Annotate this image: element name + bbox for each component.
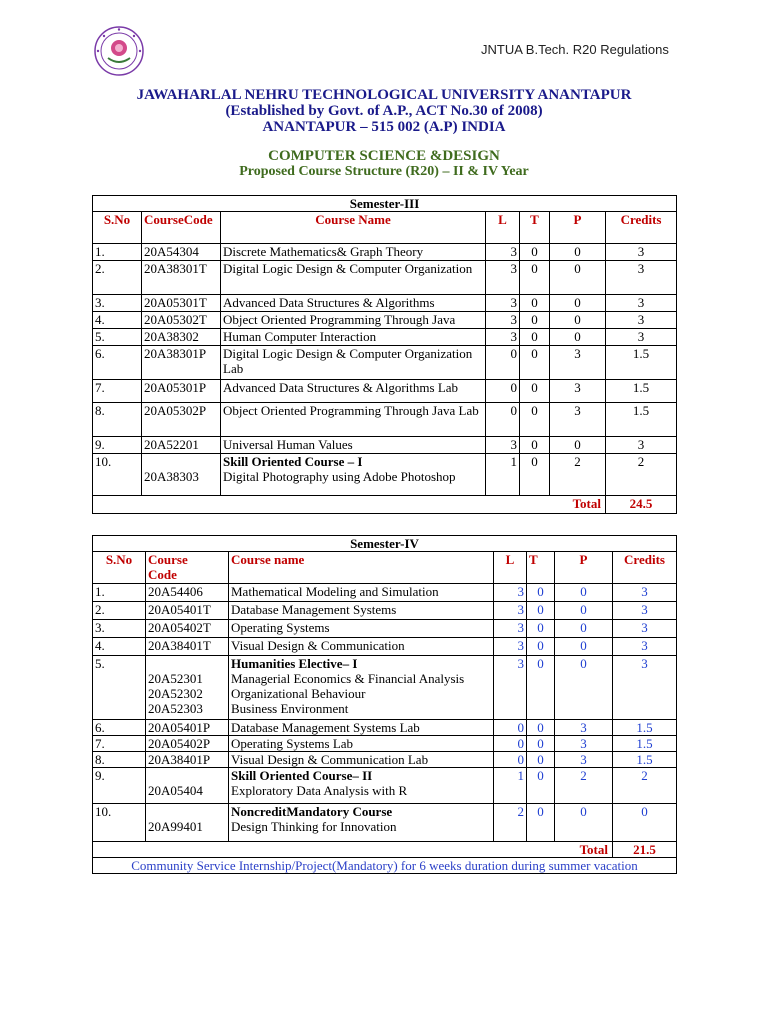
course-code-value: 20A05301P <box>144 380 207 395</box>
course-name-value: Advanced Data Structures & Algorithms Lab <box>223 380 459 395</box>
lecture-hours: 3 <box>486 437 520 454</box>
course-name <box>229 804 494 842</box>
lecture-hours: 3 <box>486 295 520 312</box>
course-name-value: Operating Systems Lab <box>231 736 354 751</box>
serial-number: 9. <box>93 768 146 804</box>
course-name-value: Universal Human Values <box>223 437 353 452</box>
lecture-hours: 0 <box>486 380 520 403</box>
serial-number: 2. <box>93 261 142 295</box>
course-code <box>142 454 221 496</box>
serial-number: 7. <box>93 736 146 752</box>
semester-3-header-row <box>93 212 677 244</box>
practical-hours: 0 <box>550 295 606 312</box>
lecture-hours: 3 <box>494 638 527 656</box>
course-group-heading: Skill Oriented Course – I <box>223 454 363 469</box>
semester-3-title: Semester-III <box>93 196 677 212</box>
serial-number: 8. <box>93 752 146 768</box>
course-name-value: Digital Photography using Adobe Photoshop <box>223 469 456 484</box>
serial-number: 4. <box>93 638 146 656</box>
col-header-t: T <box>520 212 550 244</box>
course-code-item: 20A52301 <box>148 671 203 686</box>
regulation-label: JNTUA B.Tech. R20 Regulations <box>481 42 669 57</box>
credits: 1.5 <box>613 752 677 768</box>
course-name <box>229 602 494 620</box>
course-code-value: 20A38401P <box>148 752 211 767</box>
lecture-hours: 0 <box>494 736 527 752</box>
course-name-value: Digital Logic Design & Computer Organization Lab <box>223 346 473 376</box>
total-label: Total <box>93 496 606 514</box>
course-name <box>221 380 486 403</box>
serial-number: 9. <box>93 437 142 454</box>
course-code-value: 20A99401 <box>148 819 203 834</box>
lecture-hours: 3 <box>486 261 520 295</box>
lecture-hours: 3 <box>486 312 520 329</box>
course-row <box>93 329 677 346</box>
tutorial-hours: 0 <box>527 638 555 656</box>
course-row <box>93 295 677 312</box>
serial-number: 4. <box>93 312 142 329</box>
semester-4-table <box>92 535 677 874</box>
course-code <box>142 329 221 346</box>
tutorial-hours: 0 <box>520 295 550 312</box>
course-row <box>93 602 677 620</box>
course-code <box>142 346 221 380</box>
tutorial-hours: 0 <box>527 752 555 768</box>
credits: 3 <box>606 244 677 261</box>
course-code <box>146 584 229 602</box>
course-name-value: Human Computer Interaction <box>223 329 377 344</box>
course-name <box>229 620 494 638</box>
course-code-value: 20A52201 <box>144 437 199 452</box>
lecture-hours: 3 <box>486 244 520 261</box>
serial-number: 1. <box>93 584 146 602</box>
course-name-value: Advanced Data Structures & Algorithms <box>223 295 435 310</box>
course-structure-title: Proposed Course Structure (R20) – II & IV Year <box>239 164 529 179</box>
practical-hours: 0 <box>550 312 606 329</box>
lecture-hours: 0 <box>494 720 527 736</box>
course-code-value: 20A38301T <box>144 261 207 276</box>
credits: 3 <box>606 329 677 346</box>
tutorial-hours: 0 <box>527 620 555 638</box>
internship-note: Community Service Internship/Project(Mandatory) for 6 weeks duration during summer vacation <box>93 858 677 874</box>
practical-hours: 2 <box>550 454 606 496</box>
course-name <box>229 720 494 736</box>
practical-hours: 3 <box>555 720 613 736</box>
course-name <box>229 656 494 720</box>
tutorial-hours: 0 <box>520 244 550 261</box>
course-name <box>229 768 494 804</box>
practical-hours: 3 <box>555 736 613 752</box>
course-name <box>221 403 486 437</box>
course-row <box>93 752 677 768</box>
col-header-credits: Credits <box>606 212 677 244</box>
course-name-value: Operating Systems <box>231 620 330 635</box>
tutorial-hours: 0 <box>520 437 550 454</box>
lecture-hours: 1 <box>494 768 527 804</box>
course-row <box>93 403 677 437</box>
credits: 2 <box>613 768 677 804</box>
course-code <box>142 437 221 454</box>
course-row <box>93 620 677 638</box>
semester-3-total-row <box>93 496 677 514</box>
col-header-code: Course Code <box>146 552 229 584</box>
serial-number: 8. <box>93 403 142 437</box>
course-row <box>93 312 677 329</box>
tutorial-hours: 0 <box>520 312 550 329</box>
course-code <box>142 403 221 437</box>
credits: 2 <box>606 454 677 496</box>
lecture-hours: 0 <box>494 752 527 768</box>
course-row <box>93 804 677 842</box>
serial-number: 3. <box>93 620 146 638</box>
course-code-value: 20A05401T <box>148 602 211 617</box>
practical-hours: 0 <box>550 329 606 346</box>
address-line: ANANTAPUR – 515 002 (A.P) INDIA <box>262 119 506 135</box>
serial-number: 1. <box>93 244 142 261</box>
course-code-value: 20A54406 <box>148 584 203 599</box>
course-code-value: 20A05302T <box>144 312 207 327</box>
course-code <box>146 620 229 638</box>
credits: 3 <box>613 656 677 720</box>
tutorial-hours: 0 <box>527 768 555 804</box>
col-header-credits: Credits <box>613 552 677 584</box>
practical-hours: 3 <box>550 346 606 380</box>
course-row <box>93 584 677 602</box>
credits: 1.5 <box>606 346 677 380</box>
credits: 1.5 <box>606 380 677 403</box>
credits: 3 <box>606 437 677 454</box>
established-line: (Established by Govt. of A.P., ACT No.30 of 2008) <box>225 103 543 119</box>
lecture-hours: 3 <box>494 656 527 720</box>
tutorial-hours: 0 <box>520 403 550 437</box>
col-header-l: L <box>486 212 520 244</box>
course-name-value: Visual Design & Communication Lab <box>231 752 429 767</box>
semester-4-total-row <box>93 842 677 858</box>
tutorial-hours: 0 <box>520 329 550 346</box>
lecture-hours: 1 <box>486 454 520 496</box>
department-title: COMPUTER SCIENCE &DESIGN <box>268 148 500 164</box>
course-name <box>221 437 486 454</box>
practical-hours: 0 <box>555 804 613 842</box>
practical-hours: 3 <box>555 752 613 768</box>
col-header-name: Course name <box>229 552 494 584</box>
course-code-value: 20A54304 <box>144 244 199 259</box>
course-name <box>221 454 486 496</box>
course-code-value: 20A05402T <box>148 620 211 635</box>
course-row <box>93 768 677 804</box>
credits: 3 <box>606 312 677 329</box>
serial-number: 6. <box>93 346 142 380</box>
course-code <box>142 380 221 403</box>
serial-number: 10. <box>93 804 146 842</box>
tutorial-hours: 0 <box>520 380 550 403</box>
course-name-item: Business Environment <box>231 701 349 716</box>
tutorial-hours: 0 <box>520 261 550 295</box>
course-name <box>221 295 486 312</box>
credits: 3 <box>613 602 677 620</box>
credits: 3 <box>606 261 677 295</box>
tutorial-hours: 0 <box>527 736 555 752</box>
practical-hours: 2 <box>555 768 613 804</box>
lecture-hours: 2 <box>494 804 527 842</box>
credits: 1.5 <box>613 720 677 736</box>
lecture-hours: 3 <box>486 329 520 346</box>
course-code <box>142 244 221 261</box>
course-name-value: Database Management Systems <box>231 602 397 617</box>
course-name-value: Object Oriented Programming Through Java <box>223 312 456 327</box>
course-name <box>229 638 494 656</box>
course-code-value: 20A05401P <box>148 720 211 735</box>
semester-3-table <box>92 195 677 514</box>
course-name-value: Design Thinking for Innovation <box>231 819 397 834</box>
course-code <box>146 752 229 768</box>
col-header-t: T <box>527 552 555 584</box>
course-name-item: Managerial Economics & Financial Analysis <box>231 671 465 686</box>
tutorial-hours: 0 <box>527 720 555 736</box>
course-name <box>229 584 494 602</box>
serial-number: 5. <box>93 656 146 720</box>
col-header-sno: S.No <box>93 552 146 584</box>
course-name <box>221 346 486 380</box>
course-name-item: Organizational Behaviour <box>231 686 366 701</box>
total-label: Total <box>93 842 613 858</box>
course-row <box>93 244 677 261</box>
course-row <box>93 380 677 403</box>
practical-hours: 3 <box>550 403 606 437</box>
credits: 1.5 <box>613 736 677 752</box>
course-group-heading: Humanities Elective– I <box>231 656 358 671</box>
course-code-value: 20A38301P <box>144 346 207 361</box>
course-code-value: 20A05301T <box>144 295 207 310</box>
total-value: 24.5 <box>606 496 677 514</box>
serial-number: 3. <box>93 295 142 312</box>
course-name-value: Object Oriented Programming Through Java Lab <box>223 403 479 418</box>
serial-number: 10. <box>93 454 142 496</box>
semester-4-header-row <box>93 552 677 584</box>
course-row <box>93 720 677 736</box>
credits: 0 <box>613 804 677 842</box>
course-code-item: 20A52302 <box>148 686 203 701</box>
practical-hours: 0 <box>550 261 606 295</box>
col-header-l: L <box>494 552 527 584</box>
serial-number: 2. <box>93 602 146 620</box>
course-code-value: 20A05404 <box>148 783 203 798</box>
internship-note-row <box>93 858 677 874</box>
course-name-value: Mathematical Modeling and Simulation <box>231 584 439 599</box>
course-name-value: Visual Design & Communication <box>231 638 405 653</box>
course-name <box>221 261 486 295</box>
total-value: 21.5 <box>613 842 677 858</box>
course-row <box>93 346 677 380</box>
practical-hours: 0 <box>555 638 613 656</box>
course-name <box>221 312 486 329</box>
course-group-heading: Skill Oriented Course– II <box>231 768 373 783</box>
col-header-code: CourseCode <box>142 212 221 244</box>
practical-hours: 3 <box>550 380 606 403</box>
credits: 3 <box>613 620 677 638</box>
semester-4-title: Semester-IV <box>93 536 677 552</box>
practical-hours: 0 <box>555 602 613 620</box>
lecture-hours: 3 <box>494 620 527 638</box>
serial-number: 6. <box>93 720 146 736</box>
course-name-value: Database Management Systems Lab <box>231 720 420 735</box>
course-code <box>146 638 229 656</box>
serial-number: 5. <box>93 329 142 346</box>
tutorial-hours: 0 <box>527 602 555 620</box>
course-code <box>142 312 221 329</box>
course-code <box>142 261 221 295</box>
practical-hours: 0 <box>550 244 606 261</box>
course-code <box>146 656 229 720</box>
course-row <box>93 656 677 720</box>
course-code <box>146 720 229 736</box>
credits: 1.5 <box>606 403 677 437</box>
course-name <box>221 244 486 261</box>
course-code-value: 20A05402P <box>148 736 211 751</box>
col-header-name: Course Name <box>221 212 486 244</box>
course-group-heading: NoncreditMandatory Course <box>231 804 393 819</box>
col-header-sno: S.No <box>93 212 142 244</box>
course-code <box>146 804 229 842</box>
course-name-value: Exploratory Data Analysis with R <box>231 783 408 798</box>
col-header-p: P <box>555 552 613 584</box>
course-row <box>93 454 677 496</box>
course-name <box>229 736 494 752</box>
col-header-p: P <box>550 212 606 244</box>
course-row <box>93 437 677 454</box>
tutorial-hours: 0 <box>527 584 555 602</box>
course-code <box>146 768 229 804</box>
credits: 3 <box>606 295 677 312</box>
practical-hours: 0 <box>555 584 613 602</box>
course-code <box>142 295 221 312</box>
lecture-hours: 0 <box>486 403 520 437</box>
course-code <box>146 736 229 752</box>
course-code-value: 20A38303 <box>144 469 199 484</box>
university-logo <box>94 26 144 76</box>
credits: 3 <box>613 638 677 656</box>
course-code-item: 20A52303 <box>148 701 203 716</box>
credits: 3 <box>613 584 677 602</box>
tutorial-hours: 0 <box>520 346 550 380</box>
course-name-value: Digital Logic Design & Computer Organization <box>223 261 473 276</box>
course-code-value: 20A05302P <box>144 403 207 418</box>
university-name: JAWAHARLAL NEHRU TECHNOLOGICAL UNIVERSITY ANANTAPUR <box>136 87 632 103</box>
tutorial-hours: 0 <box>527 804 555 842</box>
course-code-value: 20A38401T <box>148 638 211 653</box>
course-code <box>146 602 229 620</box>
course-row <box>93 638 677 656</box>
practical-hours: 0 <box>555 656 613 720</box>
serial-number: 7. <box>93 380 142 403</box>
practical-hours: 0 <box>555 620 613 638</box>
practical-hours: 0 <box>550 437 606 454</box>
course-name <box>221 329 486 346</box>
lecture-hours: 3 <box>494 602 527 620</box>
lecture-hours: 0 <box>486 346 520 380</box>
course-row <box>93 261 677 295</box>
course-row <box>93 736 677 752</box>
lecture-hours: 3 <box>494 584 527 602</box>
course-name <box>229 752 494 768</box>
course-name-value: Discrete Mathematics& Graph Theory <box>223 244 424 259</box>
tutorial-hours: 0 <box>527 656 555 720</box>
tutorial-hours: 0 <box>520 454 550 496</box>
course-code-value: 20A38302 <box>144 329 199 344</box>
